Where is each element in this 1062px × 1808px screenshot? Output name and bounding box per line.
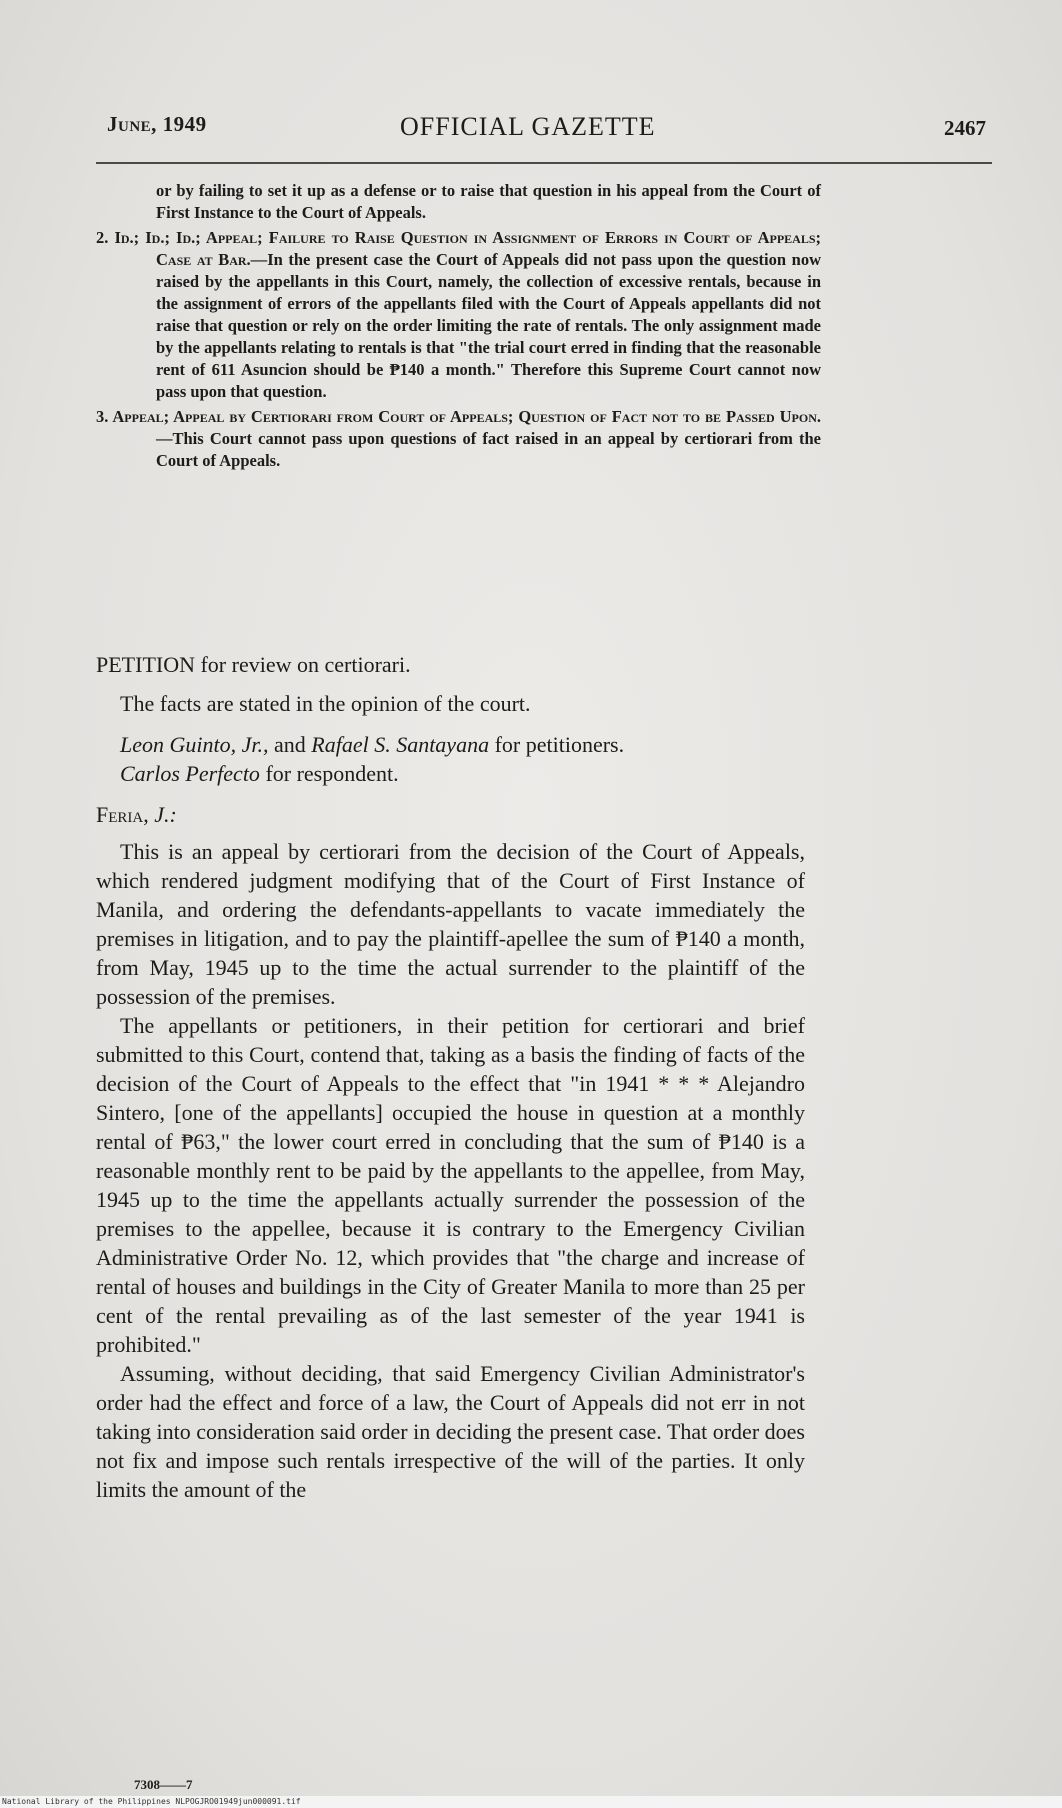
counsel-petitioners	[96, 730, 805, 759]
judge-name: Feria,	[96, 802, 149, 827]
judge-line	[96, 800, 805, 829]
counsel-role-1: for petitioners.	[489, 732, 625, 757]
syllabus-item-3	[96, 406, 821, 472]
header-title: OFFICIAL GAZETTE	[400, 112, 656, 141]
paragraph-2: The appellants or petitioners, in their petition for certiorari and brief submitted to this Court, contend that, taking as a basis the finding of facts of the decision of the Court of Appeals to the effect that "in 1941 * * * Alejandro Sintero, [one of the appellants] occupied the house in question at a monthly rental of ₱63," the lower court erred in concluding that the sum of ₱140 is a reasonable monthly rent to be paid by the appellants to the appellee, from May, 1945 up to the time the appellants actually surrender the possession of the premises to the appellee, because it is contrary to the Emergency Civilian Administrative Order No. 12, which provides that "the charge and increase of rental of houses and buildings in the City of Greater Manila to more than 25 per cent of the rental prevailing as of the last semester of the year 1941 is prohibited."	[96, 1013, 805, 1357]
syllabus	[96, 180, 821, 475]
syllabus-item-2	[96, 227, 821, 403]
opinion-body	[96, 650, 805, 1504]
counsel-name-2: Rafael S. Santayana	[311, 732, 490, 757]
facts-line: The facts are stated in the opinion of the court.	[120, 691, 531, 716]
petition-word: PETITION	[96, 652, 195, 677]
petition-text: for review on certiorari.	[194, 652, 411, 677]
petition-line	[96, 650, 805, 679]
page-header	[0, 112, 1062, 152]
counsel-name-1: Leon Guinto, Jr.,	[120, 732, 269, 757]
counsel-name-3: Carlos Perfecto	[120, 761, 260, 786]
syllabus-item-3-heading: 3. Appeal; Appeal by Certiorari from Court of Appeals; Question of Fact not to be Passed Upon.—	[96, 407, 821, 448]
scan-info-text: National Library of the Philippines NLPOGJRO01949jun000091.tif	[2, 1797, 301, 1806]
syllabus-item-3-text: This Court cannot pass upon questions of fact raised in an appeal by certiorari from the Court of Appeals.	[156, 429, 821, 470]
page-number: 2467	[944, 116, 986, 140]
counsel-role-2: for respondent.	[259, 761, 399, 786]
syllabus-item-2-text: In the present case the Court of Appeals did not pass upon the question now raised by the appellants in this Court, namely, the collection of excessive rentals, because in the assignment of errors of the appellants filed with the Court of Appeals appellants did not raise that question or rely on the order limiting the rate of rentals. The only assignment made by the appellants relating to rentals is that "the trial court erred in finding that the reasonable rent of 611 Asuncion should be ₱140 a month." Therefore this Supreme Court cannot now pass upon that question.	[156, 250, 821, 401]
counsel-and: and	[268, 732, 312, 757]
judge-title: J.:	[148, 802, 177, 827]
counsel-respondent	[96, 759, 805, 788]
scan-info-strip	[0, 1796, 1062, 1808]
signature-code: 7308——7	[134, 1777, 193, 1792]
paragraph-1: This is an appeal by certiorari from the decision of the Court of Appeals, which rendered judgment modifying that of the Court of First Instance of Manila, and ordering the defendants-appellants to vacate immediately the premises in litigation, and to pay the plaintiff-apellee the sum of ₱140 a month, from May, 1945 up to the time the actual surrender to the plaintiff of the possession of the premises.	[96, 839, 805, 1009]
paragraph-3: Assuming, without deciding, that said Emergency Civilian Administrator's order had the effect and force of a law, the Court of Appeals did not err in not taking into consideration said order in deciding the present case. That order does not fix and impose such rentals irrespective of the will of the parties. It only limits the amount of the	[96, 1361, 805, 1502]
header-date: June, 1949	[107, 112, 207, 136]
syllabus-item-2-heading: 2. Id.; Id.; Id.; Appeal; Failure to Raise Question in Assignment of Errors in Court of Appeals; Case at Bar.—	[96, 228, 821, 269]
syllabus-continuation: or by failing to set it up as a defense or to raise that question in his appeal from the Court of First Instance to the Court of Appeals.	[156, 181, 821, 222]
header-rule	[96, 162, 992, 164]
